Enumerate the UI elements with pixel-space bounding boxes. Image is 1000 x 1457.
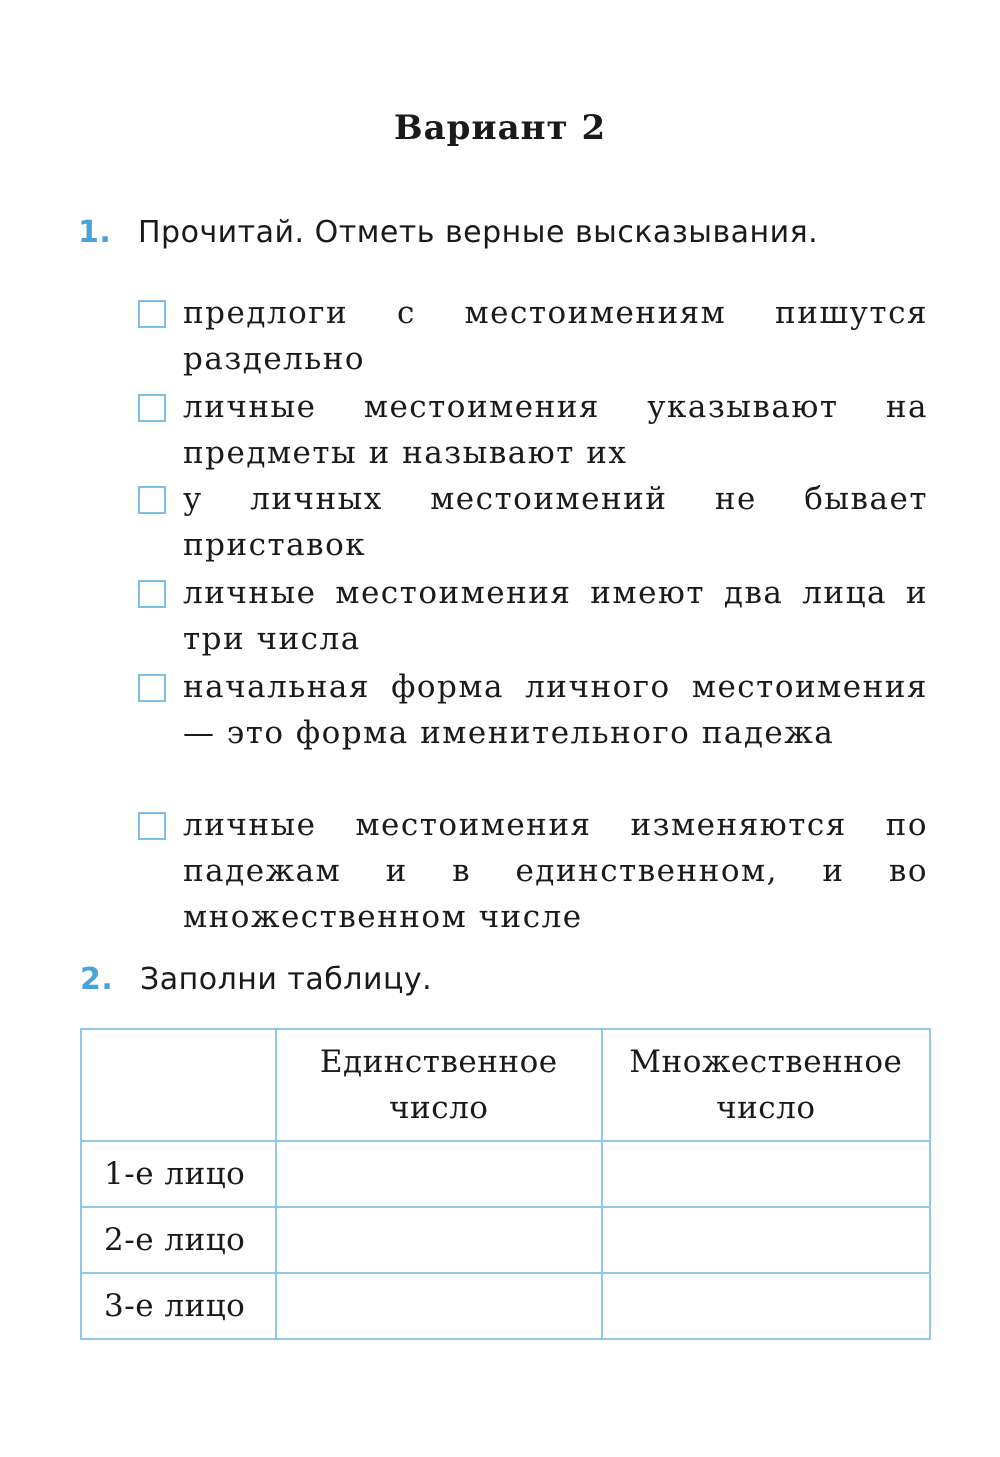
table-row (81, 1207, 930, 1273)
table-row (81, 1141, 930, 1207)
page-title: Вариант 2 (393, 108, 607, 148)
person-number-table (80, 1028, 931, 1340)
task-2-number: 2. (80, 962, 114, 997)
table-header-row (81, 1029, 930, 1141)
statement-text: начальная форма личного местоимения — это форма именительного падежа (183, 669, 928, 751)
statement-text: у личных местоимений не бывает приставок (183, 481, 928, 563)
statement-text: личные местоимения указывают на предметы и называют их (183, 389, 928, 471)
task-2-heading (80, 962, 432, 997)
table-row (81, 1273, 930, 1339)
row-label: 2-е лицо (81, 1207, 276, 1273)
statement-text: личные местоимения изменяются по падежам и в единственном, и во множественном числе (183, 807, 928, 935)
answer-cell-singular[interactable] (276, 1273, 602, 1339)
row-label: 3-е лицо (81, 1273, 276, 1339)
statement-item (138, 384, 928, 476)
answer-cell-plural[interactable] (602, 1141, 930, 1207)
statement-item (138, 290, 928, 382)
statement-checkbox[interactable] (138, 486, 166, 514)
answer-cell-plural[interactable] (602, 1207, 930, 1273)
statement-item (138, 570, 928, 662)
answer-cell-singular[interactable] (276, 1141, 602, 1207)
task-1-number: 1. (78, 215, 112, 250)
table-corner-cell (81, 1029, 276, 1141)
statement-item (138, 802, 928, 940)
statement-checkbox[interactable] (138, 300, 166, 328)
row-label: 1-е лицо (81, 1141, 276, 1207)
statement-checkbox[interactable] (138, 580, 166, 608)
statement-text: личные местоимения имеют два лица и три числа (183, 575, 928, 657)
statement-text: предлоги с местоимениям пишутся раздельно (183, 295, 928, 377)
statement-checkbox[interactable] (138, 674, 166, 702)
statement-checkbox[interactable] (138, 394, 166, 422)
statement-checkbox[interactable] (138, 812, 166, 840)
column-header-plural: Множественное число (602, 1029, 930, 1141)
column-header-singular: Единственное число (276, 1029, 602, 1141)
task-1-instruction: Прочитай. Отметь верные высказывания. (138, 215, 819, 250)
statement-item (138, 664, 928, 756)
answer-cell-plural[interactable] (602, 1273, 930, 1339)
task-1-heading (78, 215, 818, 250)
statement-item (138, 476, 928, 568)
task-2-instruction: Заполни таблицу. (140, 962, 433, 997)
answer-cell-singular[interactable] (276, 1207, 602, 1273)
